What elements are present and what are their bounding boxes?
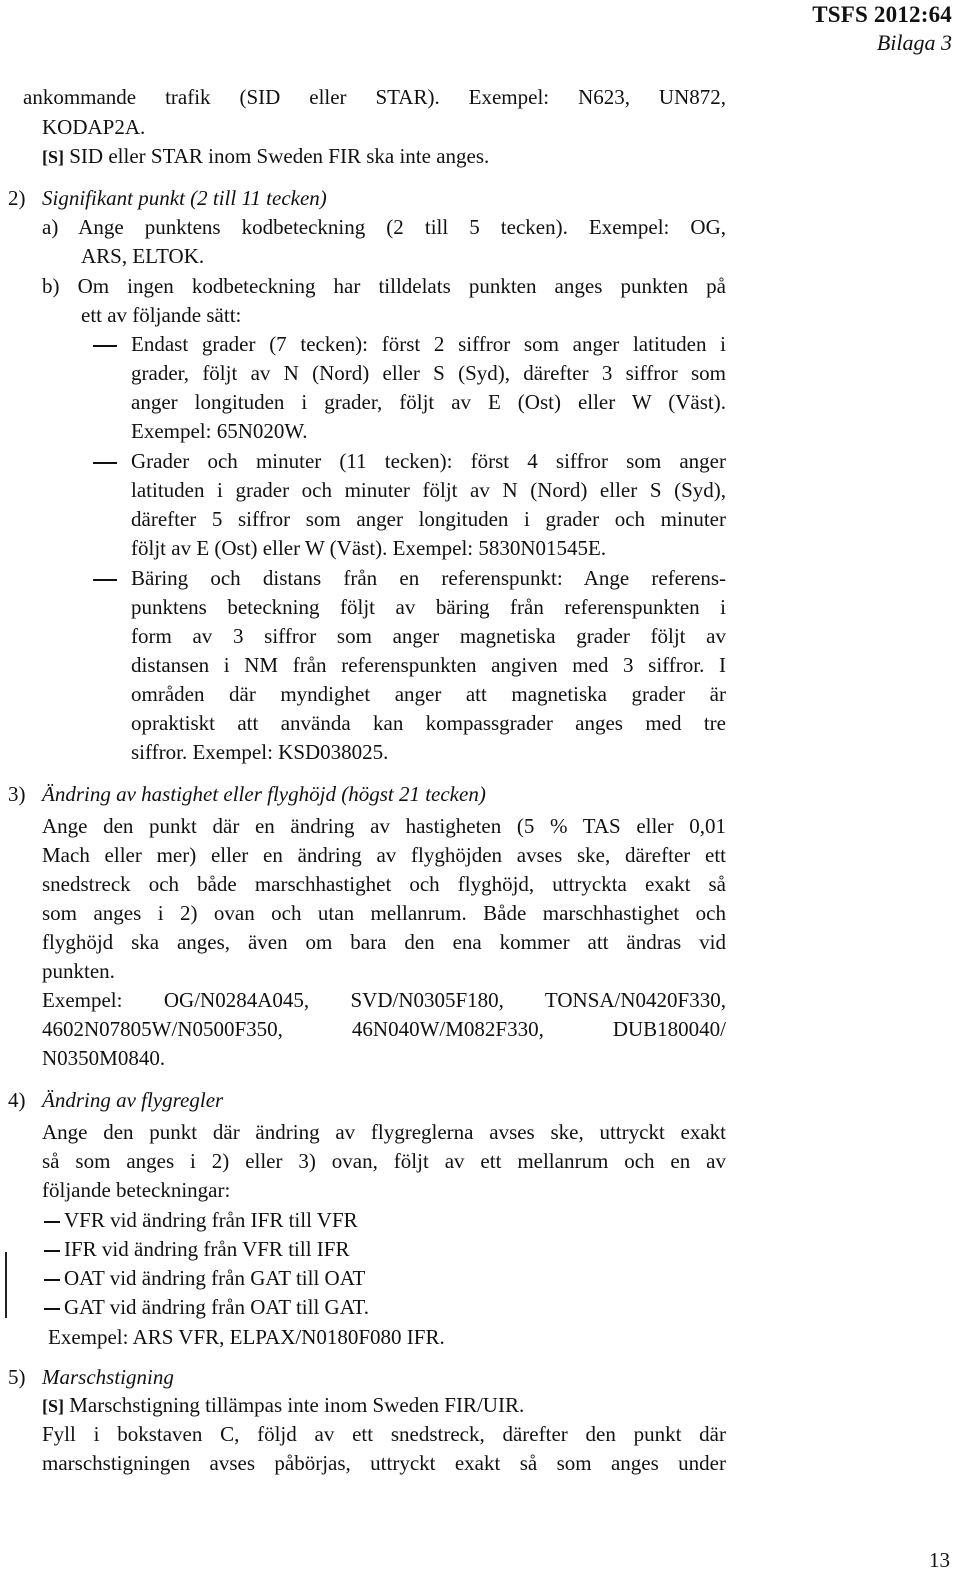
rule-item: GAT vid ändring från OAT till GAT. xyxy=(64,1295,370,1319)
dash-bullet xyxy=(44,1250,60,1252)
section-number: 5) xyxy=(8,1365,26,1389)
text-line: Grader och minuter (11 tecken): först 4 siffror som anger xyxy=(131,449,726,473)
sweden-tag: [S] xyxy=(42,1396,64,1416)
section-heading: Marschstigning xyxy=(42,1365,174,1389)
dash-bullet xyxy=(44,1279,60,1281)
text-line: därefter 5 siffror som anger longituden i grader och minuter xyxy=(131,507,726,531)
document-code: TSFS 2012:64 xyxy=(812,2,952,27)
text-line: följande beteckningar: xyxy=(42,1178,231,1202)
text-line: Exempel: 65N020W. xyxy=(131,419,308,443)
text-line: grader, följt av N (Nord) eller S (Syd), därefter 3 siffror som xyxy=(131,361,726,385)
section-heading: Ändring av flygregler xyxy=(42,1088,224,1112)
text-line: Endast grader (7 tecken): först 2 siffror som anger latituden i xyxy=(131,332,726,356)
text-line: 4602N07805W/N0500F350, 46N040W/M082F330, DUB180040/ xyxy=(42,1017,726,1041)
text-line: Bäring och distans från en referenspunkt: Ange referens- xyxy=(131,566,726,590)
text-line: ett av följande sätt: xyxy=(81,303,242,327)
text-line: Ange den punkt där en ändring av hastigheten (5 % TAS eller 0,01 xyxy=(42,814,726,838)
text-line: b) Om ingen kodbeteckning har tilldelats punkten anges punkten på xyxy=(42,274,726,298)
text-line: punkten. xyxy=(42,959,115,983)
dash-bullet xyxy=(44,1221,60,1223)
text-line: form av 3 siffror som anger magnetiska grader följt av xyxy=(131,624,726,648)
rule-item: VFR vid ändring från IFR till VFR xyxy=(64,1208,358,1232)
text-line: Exempel: ARS VFR, ELPAX/N0180F080 IFR. xyxy=(48,1325,445,1349)
text-line: marschstigningen avses påbörjas, uttryckt exakt så som anges under xyxy=(42,1451,726,1475)
text-line xyxy=(42,143,489,170)
dash-bullet xyxy=(93,345,117,347)
text-line: Mach eller mer) eller en ändring av flyghöjden avses ske, därefter ett xyxy=(42,843,726,867)
text-span: SID eller STAR inom Sweden FIR ska inte anges. xyxy=(64,144,490,168)
dash-bullet xyxy=(93,579,117,581)
text-line: N0350M0840. xyxy=(42,1046,166,1070)
text-line: punktens beteckning följt av bäring från referenspunkten i xyxy=(131,595,726,619)
rule-item: IFR vid ändring från VFR till IFR xyxy=(64,1237,350,1261)
text-line: opraktiskt att använda kan kompassgrader anges med tre xyxy=(131,711,726,735)
text-line: KODAP2A. xyxy=(42,115,146,139)
text-line: flyghöjd ska anges, även om bara den ena kommer att ändras vid xyxy=(42,930,726,954)
text-line: Fyll i bokstaven C, följd av ett snedstreck, därefter den punkt där xyxy=(42,1422,726,1446)
appendix-label: Bilaga 3 xyxy=(876,30,952,55)
text-line: ankommande trafik (SID eller STAR). Exempel: N623, UN872, xyxy=(23,85,726,109)
text-line: anger longituden i grader, följt av E (Ost) eller W (Väst). xyxy=(131,390,726,414)
text-line: latituden i grader och minuter följt av N (Nord) eller S (Syd), xyxy=(131,478,726,502)
section-number: 3) xyxy=(8,782,26,806)
text-line: a) Ange punktens kodbeteckning (2 till 5 tecken). Exempel: OG, xyxy=(42,215,726,239)
text-line: som anges i 2) ovan och utan mellanrum. Både marschhastighet och xyxy=(42,901,726,925)
text-line xyxy=(42,1392,524,1419)
text-span: Marschstigning tillämpas inte inom Sweden FIR/UIR. xyxy=(64,1393,525,1417)
section-number: 4) xyxy=(8,1088,26,1112)
text-line: Ange den punkt där ändring av flygreglerna avses ske, uttryckt exakt xyxy=(42,1120,726,1144)
section-heading: Signifikant punkt (2 till 11 tecken) xyxy=(42,186,327,210)
text-line: distansen i NM från referenspunkten angiven med 3 siffror. I xyxy=(131,653,726,677)
section-heading: Ändring av hastighet eller flyghöjd (högst 21 tecken) xyxy=(42,782,486,806)
text-line: områden där myndighet anger att magnetiska grader är xyxy=(131,682,726,706)
section-number: 2) xyxy=(8,186,26,210)
revision-bar xyxy=(5,1252,7,1318)
text-line: snedstreck och både marschhastighet och flyghöjd, uttryckta exakt så xyxy=(42,872,726,896)
text-line: så som anges i 2) eller 3) ovan, följt av ett mellanrum och en av xyxy=(42,1149,726,1173)
text-line: ARS, ELTOK. xyxy=(81,244,205,268)
text-line: siffror. Exempel: KSD038025. xyxy=(131,740,389,764)
sweden-tag: [S] xyxy=(42,147,64,167)
dash-bullet xyxy=(93,462,117,464)
dash-bullet xyxy=(44,1308,60,1310)
rule-item: OAT vid ändring från GAT till OAT xyxy=(64,1266,366,1290)
text-line: Exempel: OG/N0284A045, SVD/N0305F180, TONSA/N0420F330, xyxy=(42,988,726,1012)
text-line: följt av E (Ost) eller W (Väst). Exempel: 5830N01545E. xyxy=(131,536,607,560)
page-number: 13 xyxy=(929,1548,950,1572)
